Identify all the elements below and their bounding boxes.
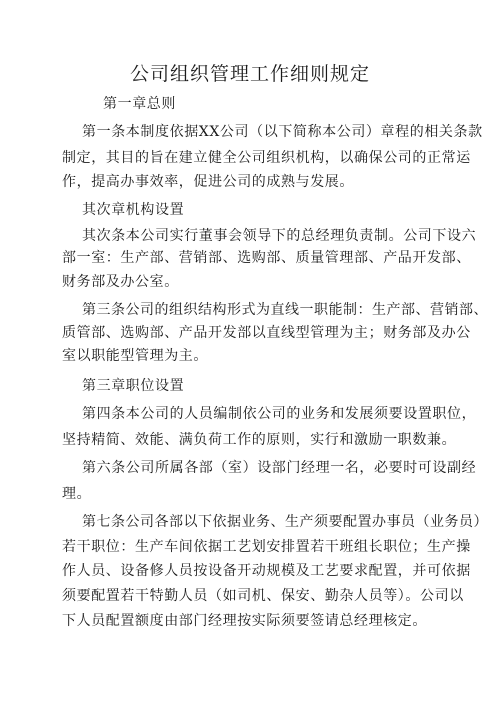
paragraph-line: 财务部及办公室。 xyxy=(62,274,179,290)
paragraph-line: 坚持精简、效能、满负荷工作的原则，实行和激励一职数兼。 xyxy=(62,432,457,448)
document-title: 公司组织管理工作细则规定 xyxy=(129,63,370,85)
chapter-heading-2: 其次章机构设置 xyxy=(82,202,185,218)
paragraph-line: 制定，其目的旨在建立健全公司组织机构，以确保公司的正常运 xyxy=(62,150,471,166)
paragraph-line: 须要配置若干特勤人员（如司机、保安、勤杂人员等）。公司以 xyxy=(62,588,464,604)
paragraph-line: 第六条公司所属各部（室）设部门经理一名，必要时可设副经 xyxy=(82,460,477,476)
paragraph-line: 质管部、选购部、产品开发部以直线型管理为主；财务部及办公 xyxy=(62,325,471,341)
paragraph-line: 下人员配置额度由部门经理按实际须要签请总经理核定。 xyxy=(62,613,427,629)
paragraph-line: 作，提高办事效率，促进公司的成熟与发展。 xyxy=(62,174,354,190)
paragraph-line: 第三条公司的组织结构形式为直线一职能制：生产部、营销部、 xyxy=(82,302,488,318)
paragraph-line: 作人员、设备修人员按设备开动规模及工艺要求配置，并可依据 xyxy=(62,563,471,579)
paragraph-line: 若干职位：生产车间依据工艺划安排置若干班组长职位；生产操 xyxy=(62,539,471,555)
chapter-heading-3: 第三章职位设置 xyxy=(82,378,185,394)
paragraph-line: 部一室：生产部、营销部、选购部、质量管理部、产品开发部、 xyxy=(62,250,471,266)
paragraph-line: 理。 xyxy=(62,486,92,502)
paragraph-line: 其次条本公司实行董事会领导下的总经理负责制。公司下设六 xyxy=(82,228,477,244)
chapter-heading-1: 第一章总则 xyxy=(103,96,176,112)
paragraph-line: 室以职能型管理为主。 xyxy=(62,348,208,364)
paragraph-line: 第一条本制度依据XX公司（以下简称本公司）章程的相关条款 xyxy=(82,124,483,140)
paragraph-line: 第七条公司各部以下依据业务、生产须要配置办事员（业务员） xyxy=(82,514,488,530)
paragraph-line: 第四条本公司的人员编制依公司的业务和发展须要设置职位， xyxy=(82,406,477,422)
